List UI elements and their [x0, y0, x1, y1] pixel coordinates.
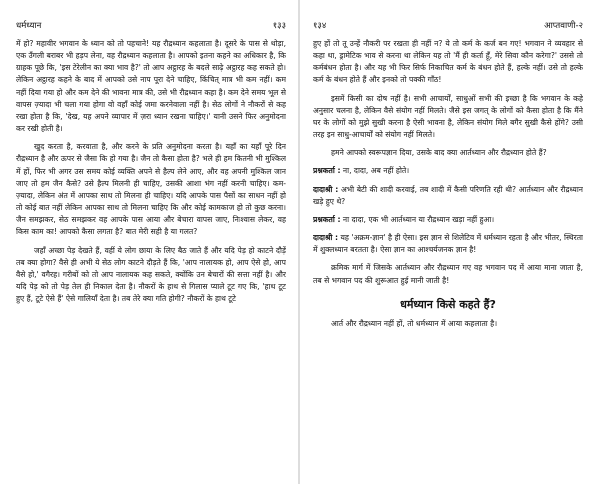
right-page	[313, 0, 583, 484]
section-heading: धर्मध्यान किसे कहते हैं?	[400, 297, 496, 311]
left-page-number: १३३	[272, 21, 286, 31]
page-gutter	[298, 0, 300, 484]
qa-speaker: दादाश्री :	[313, 184, 339, 194]
qa-item	[313, 184, 583, 208]
left-page-header	[16, 20, 286, 38]
qa-speaker: दादाश्री :	[313, 233, 339, 243]
qa-speaker: प्रश्नकर्ता :	[313, 214, 341, 224]
right-paragraph-3: हमने आपको स्वरूपज्ञान दिया, उसके बाद क्या आर्तध्यान और रौद्रध्यान होते हैं?	[331, 148, 547, 158]
qa-text: ना दादा, एक भी आर्तध्यान या रौद्रध्यान खड़ा नहीं हुआ।	[342, 214, 495, 224]
qa-item	[313, 214, 583, 226]
qa-text: अभी बेटी की शादी करवाई, तब शादी में कैसी परिणति रही थी? आर्तध्यान और रौद्रध्यान खड़े हुए थे?	[313, 184, 583, 206]
qa-item	[313, 165, 583, 177]
right-closing-paragraph: क्रमिक मार्ग में जिसके आर्तध्यान और रौद्रध्यान गए वह भगवान पद में आया माना जाता है, तब से भगवान पद की शुरूआत हुई मानी जाती है!	[313, 263, 583, 285]
right-page-number: १३४	[313, 21, 327, 31]
qa-speaker: प्रश्नकर्ता :	[313, 166, 341, 176]
right-final-line: आर्त और रौद्रध्यान नहीं हों, तो धर्मध्यान में आया कहलाता है।	[331, 318, 498, 328]
qa-text: ना, दादा, अब नहीं होते।	[342, 166, 410, 176]
qa-item	[313, 232, 583, 256]
left-paragraph-2: खुद करता है, करवाता है, और करने के प्रति अनुमोदना करता है। यहाँ का यहाँ पूरे दिन रौद्रध्यान है और ऊपर से जैसा कि हो गया है। जैन तो कैसा होता है? भले ही हम कितनी भी मुश्किल में हों, फिर भी अगर उस समय कोई व्यक्ति अपने से हैल्प लेने आए, और वह अपनी मुश्किल जान जाए तो हम जैन कैसे? उसे हैल्प मिलनी ही चाहिए, उसकी आशा भंग नहीं करनी चाहिए। कम-ज़्यादा, लेकिन अंत में आपका साथ तो मिलना ही चाहिए। यदि आपके पास पैसों का साधन नहीं हो तो कोई बात नहीं लेकिन आपका साथ तो मिलना चाहिए कि और कोई कामकाज हो तो कुछ करना। जैन समझकर, सेठ समझकर वह आपके पास आया और बेचारा वापस जाए, निःश्वास लेकर, वह किस काम का! आपको कैसा लगता है? बात मेरी सही है या गलत?	[16, 142, 286, 237]
left-paragraph-1: में हो? महावीर भगवान के ध्यान को तो पहचाने! यह रौद्रध्यान कहलाता है। दूसरे के पास से थोड़ा, एक उँगली बराबर भी हड़प लेना, वह रौद्रध्यान कहलाता है। आपको इतना कहने का अधिकार है, कि ग्राहक पूछे कि, 'इस टेरेलीन का क्या भाव है?' तो आप अट्ठारह के बदले साढ़े अट्ठारह कह सकते हो। लेकिन अट्ठारह कहने के बाद में आपको उसे नाप पूरा देने चाहिए, किंचित् मात्र भी कम नहीं। कम नहीं दिया गया हो और कम देने की भावना मात्र की, उसे भी रौद्रध्यान कहा है। कम देने समय भूल से वापस ज़्यादा भी चला गया होगा वो वहाँ कोई जमा करनेवाला नहीं है। सेठ लोगों ने नौकरों से कह रखा होता है कि, 'देख, यह अपने व्यापार में ज़रा ध्यान रखना चाहिए।' यानी उसने फिर अनुमोदना कर रखी होती है।	[16, 39, 286, 134]
left-page-header-title: धर्मध्यान	[16, 21, 42, 31]
right-page-header-title: आप्तवाणी-२	[544, 21, 583, 31]
qa-text: यह 'अक्रम-ज्ञान' है ही ऐसा। इस ज्ञान से शिलेटिव में धर्मध्यान रहता है और भीतर, स्थिरता में शुक्लध्यान बरतता है। ऐसा ज्ञान का आश्चर्यजनक ज्ञान है!	[313, 233, 583, 255]
left-paragraph-3: जहाँ अच्छा पेड़ देखते हैं, वहीं ये लोग छाया के लिए बैठ जाते हैं और यदि पेड़ हो काटने दौड़ें तब क्या होगा? वैसे ही अभी ये सेठ लोग काटने दौड़ते हैं कि, 'आप नालायक हो, आप ऐसे हो, आप वैसे हो,' वगैरह। गरीबों को तो आप नालायक कह सकते, क्योंकि उन बेचारों की सत्ता नहीं है। और यदि पेड़ को तो पेड़ तेल ही निकाल देता है। नौकरों के हाथ से गिलास प्याले टूट गए कि, 'हाथ टूट हुए हैं, टूटे ऐसे हैं' ऐसे गालियाँ देता है। तब तेरे क्या गति होगी? नौकरों के हाथ टूटे	[16, 245, 286, 304]
left-page	[16, 0, 286, 484]
right-page-header	[313, 20, 583, 38]
right-paragraph-1: हुए हों तो तू उन्हें नौकरी पर रखता ही नहीं न? ये तो कर्म के कर्ज बन गए! भगवान ने व्यवहार से कहा था, ड्रामेटिक भाव से करना था लेकिन यह तो 'मैं ही कर्ता हूँ, मेरे सिवा कौन करेगा?' उससे तो कर्मबंधन होता है। और यह भी फिर सिर्फ निकाचित कर्म के बंधन होते हैं, हल्के नहीं। उसे तो हल्के कर्म के बंधन होते हैं और इनको तो पक्की गाँठ!	[313, 39, 583, 85]
right-paragraph-2: इसमें किसी का दोष नहीं है। सभी आचार्यों, साधुओं सभी की इच्छा है कि भगवान के कहे अनुसार चलना है, लेकिन वैसे संयोग नहीं मिलते। जैसे इस जगत् के लोगों को कैसा होता है कि मैंने घर के लोगों को मुझे सुखी करना है ऐसी भावना है, लेकिन संयोग मिले बगैर सुखी कैसे होंगे? उसी तरह इन साधु-आचार्यों को संयोग नहीं मिलते।	[313, 93, 583, 140]
